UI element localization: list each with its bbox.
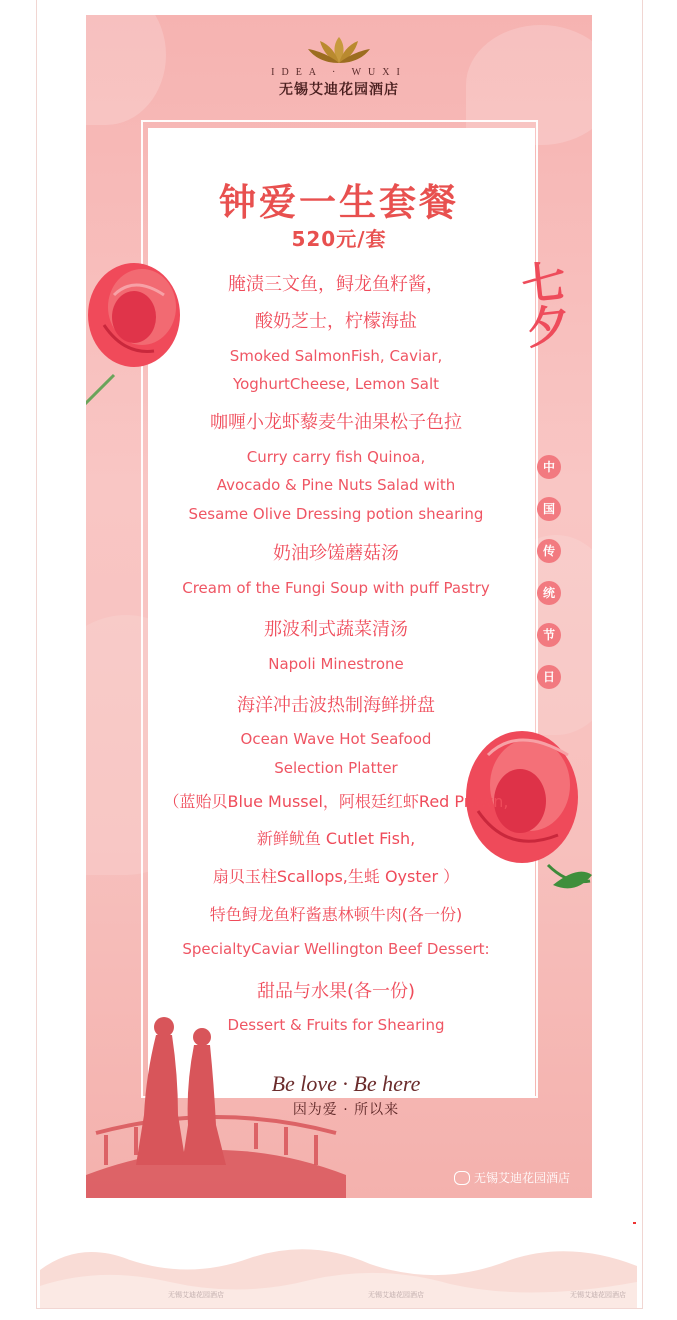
menu-line: YoghurtCheese, Lemon Salt bbox=[232, 375, 440, 393]
logo-latin-text: IDEA · WUXI bbox=[271, 67, 407, 78]
menu-line: 特色鲟龙鱼籽酱惠林顿牛肉(各一份) bbox=[209, 905, 463, 924]
menu-line: 酸奶芝士，柠檬海盐 bbox=[255, 311, 417, 332]
menu-line: 咖喱小龙虾藜麦牛油果松子色拉 bbox=[210, 412, 462, 433]
menu-line: 海洋冲击波热制海鲜拼盘 bbox=[237, 695, 435, 716]
tagline bbox=[246, 1071, 446, 1119]
festival-dots bbox=[537, 455, 563, 707]
tagline-english: Be love · Be here bbox=[271, 1071, 421, 1096]
menu-line: 新鲜鱿鱼 Cutlet Fish, bbox=[256, 829, 416, 848]
menu-line: Selection Platter bbox=[274, 759, 398, 777]
menu-line: Ocean Wave Hot Seafood bbox=[240, 730, 432, 748]
tagline-chinese: 因为爱 · 所以来 bbox=[292, 1102, 400, 1118]
festival-dot: 中 bbox=[537, 455, 561, 479]
footer-watermark: 无锡艾迪花园酒店 bbox=[168, 1291, 224, 1299]
hotel-logo bbox=[86, 35, 592, 99]
qixi-text: 七夕 bbox=[511, 257, 572, 351]
hotel-name: 无锡艾迪花园酒店 bbox=[279, 82, 399, 98]
festival-dot: 日 bbox=[537, 665, 561, 689]
menu-line: Cream of the Fungi Soup with puff Pastry bbox=[182, 579, 490, 597]
watermark-text: 无锡艾迪花园酒店 bbox=[474, 1171, 571, 1185]
menu-line: Napoli Minestrone bbox=[268, 655, 404, 673]
menu-line: （蓝贻贝Blue Mussel，阿根廷红虾Red Prawn, bbox=[163, 792, 509, 811]
menu-line: 甜品与水果(各一份) bbox=[256, 981, 416, 1002]
festival-dot: 国 bbox=[537, 497, 561, 521]
menu-title: 钟爱一生套餐 bbox=[219, 181, 459, 224]
menu-line: Avocado & Pine Nuts Salad with bbox=[216, 476, 456, 494]
wechat-watermark bbox=[454, 1169, 570, 1186]
side-tick bbox=[633, 1222, 636, 1224]
menu-line: 扇贝玉柱Scallops,生蚝 Oyster ） bbox=[212, 867, 460, 886]
menu-line: 腌渍三文鱼，鲟龙鱼籽酱， bbox=[228, 274, 444, 295]
menu-line: 那波利式蔬菜清汤 bbox=[264, 619, 408, 640]
menu-line: Sesame Olive Dressing potion shearing bbox=[188, 505, 484, 523]
footer-waves bbox=[40, 1230, 637, 1308]
footer-watermark: 无锡艾迪花园酒店 bbox=[368, 1291, 424, 1299]
lotus-logo-icon bbox=[304, 35, 374, 65]
menu-line: Smoked SalmonFish, Caviar, bbox=[229, 347, 443, 365]
festival-dot: 传 bbox=[537, 539, 561, 563]
menu-line: Dessert & Fruits for Shearing bbox=[227, 1016, 445, 1034]
menu-line: SpecialtyCaviar Wellington Beef Dessert: bbox=[182, 940, 490, 958]
festival-dot: 统 bbox=[537, 581, 561, 605]
qixi-calligraphy bbox=[511, 257, 573, 390]
menu-poster bbox=[86, 15, 592, 1198]
footer-watermark: 无锡艾迪花园酒店 bbox=[570, 1291, 626, 1299]
menu-price: 520元/套 bbox=[291, 227, 387, 251]
menu-line: Curry carry fish Quinoa, bbox=[246, 448, 426, 466]
festival-dot: 节 bbox=[537, 623, 561, 647]
wechat-icon bbox=[454, 1171, 470, 1185]
menu-line: 奶油珍馐蘑菇汤 bbox=[273, 543, 399, 564]
